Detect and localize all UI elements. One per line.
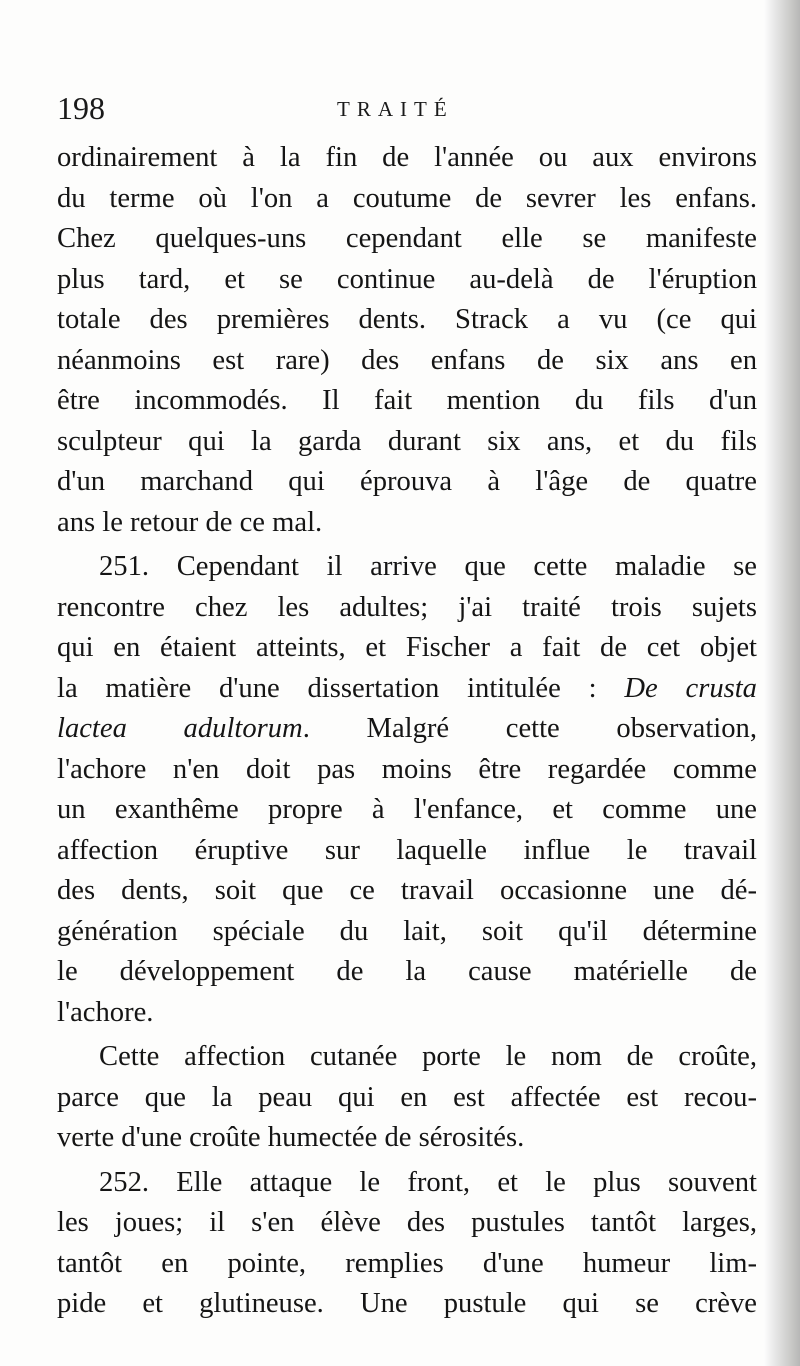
running-title: TRAITÉ [337,97,454,121]
italic-title: De crusta [624,672,757,704]
text-line: sculpteur qui la garda durant six ans, et du fils [57,425,757,457]
text-line: totale des premières dents. Strack a vu (ce qui [57,304,757,335]
text-line: un exanthême propre à l'enfance, et comme une [57,794,757,825]
page-number: 198 [57,90,105,126]
text-line: l'achore n'en doit pas moins être regardée comme [57,753,757,785]
text-line-with-title [57,669,757,710]
italic-title: lactea adultorum [57,713,303,744]
text-line: tantôt en pointe, remplies d'une humeur lim- [57,1247,757,1279]
text-line: d'un marchand qui éprouva à l'âge de quatre [57,466,757,497]
text-line: néanmoins est rare) des enfans de six ans en [57,344,757,376]
text-line: être incommodés. Il fait mention du fils d'un [57,385,757,416]
text-line: l'achore. [57,996,154,1028]
text-line: ans le retour de ce mal. [57,506,323,538]
text-line: pide et glutineuse. Une pustule qui se crève [57,1288,757,1319]
text-line: affection éruptive sur laquelle influe le travail [57,834,757,866]
text-line: les joues; il s'en élève des pustules tantôt larges, [57,1207,757,1238]
text-line: ordinairement à la fin de l'année ou aux environs [57,142,757,173]
text-line: Chez quelques-uns cependant elle se manifeste [57,223,757,254]
text-segment: la matière d'une dissertation intitulée : [57,672,625,704]
page-header [57,88,757,128]
text-line: génération spéciale du lait, soit qu'il détermine [57,915,757,947]
text-line: verte d'une croûte humectée de sérosités. [57,1122,525,1153]
text-line-with-title [57,709,757,750]
text-line: 251. Cependant il arrive que cette maladie se [99,551,757,582]
text-line: Cette affection cutanée porte le nom de croûte, [99,1041,757,1072]
text-line: rencontre chez les adultes; j'ai traité trois sujets [57,591,757,623]
text-line: parce que la peau qui en est affectée est recou- [57,1081,757,1113]
text-line: des dents, soit que ce travail occasionne une dé- [57,875,757,906]
text-line: 252. Elle attaque le front, et le plus souvent [99,1166,757,1198]
scan-edge-shadow [764,0,800,1366]
body-text [57,138,757,1325]
text-line: qui en étaient atteints, et Fischer a fait de cet objet [57,632,757,663]
text-line: du terme où l'on a coutume de sevrer les enfans. [57,182,757,214]
text-line: le développement de la cause matérielle de [57,956,757,987]
text-segment: . Malgré cette observation, [302,713,757,744]
text-line: plus tard, et se continue au-delà de l'éruption [57,263,757,295]
